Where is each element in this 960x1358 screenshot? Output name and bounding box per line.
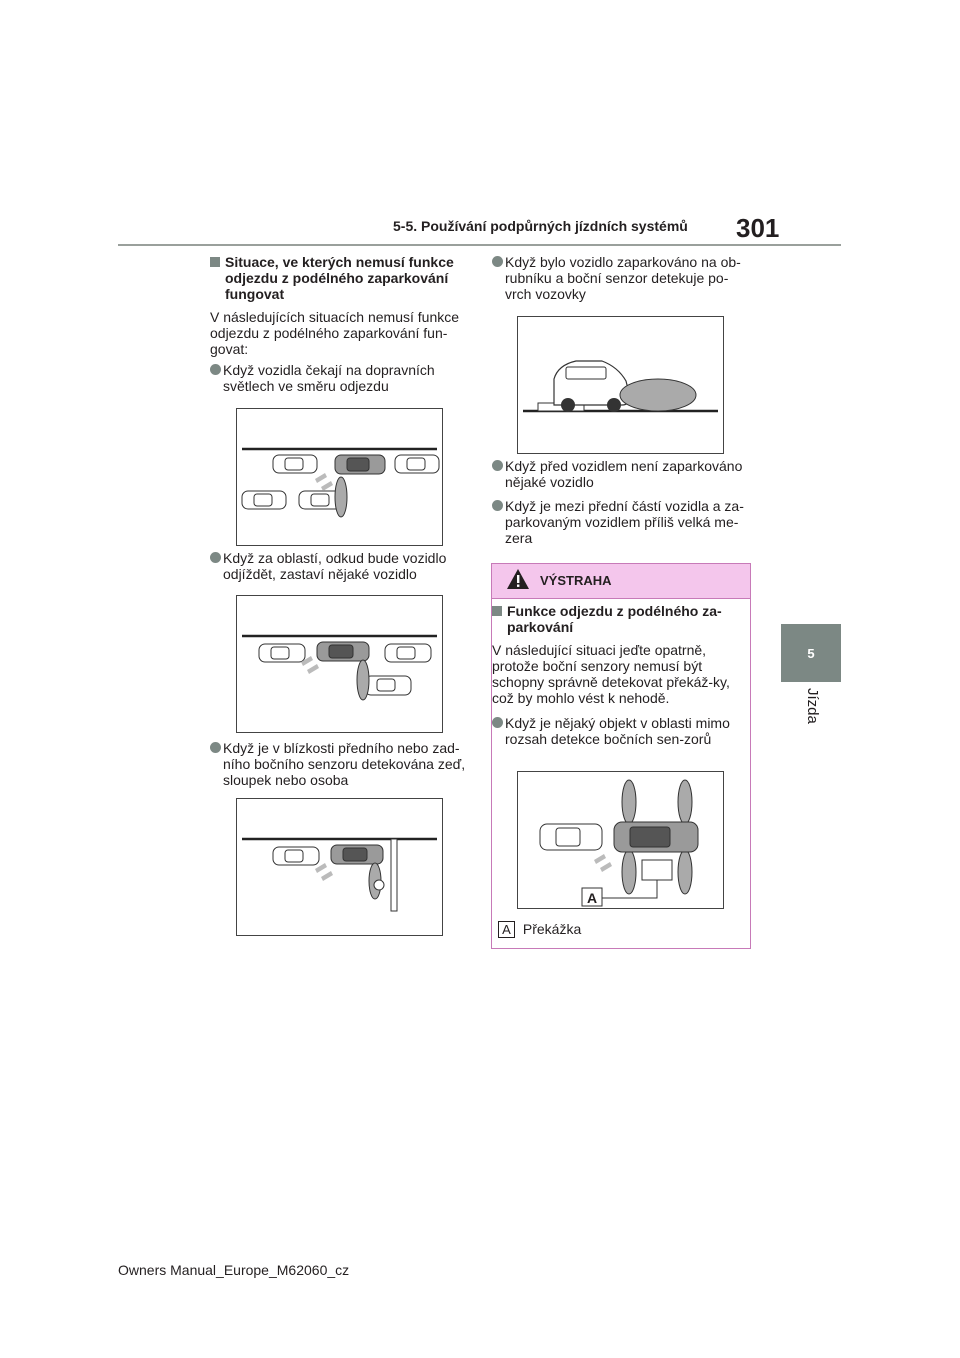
figure-obstacle xyxy=(517,771,724,909)
page-number: 301 xyxy=(736,213,780,243)
obstacle-marker-letter: A xyxy=(587,890,598,906)
figure-curb-parking xyxy=(517,316,724,454)
left-bullet-2: Když za oblastí, odkud bude vozidlo odjíždět, zastaví nějaké vozidlo xyxy=(210,550,460,582)
left-bullet-3: Když je v blízkosti předního nebo zad-ního bočního senzoru detekována zeď, sloupek nebo osoba xyxy=(210,740,472,788)
round-bullet-icon xyxy=(210,552,221,563)
warning-text: V následující situaci jeďte opatrně, protože boční senzory nemusí být schopny správně detekovat překáž-ky, což by mohlo vést k nehodě. xyxy=(492,642,730,706)
left-column xyxy=(210,254,472,357)
chapter-number: 5 xyxy=(807,645,815,661)
own-car-icon xyxy=(335,455,385,474)
legend-letter: A xyxy=(498,921,515,938)
legend xyxy=(498,921,581,938)
square-bullet-icon xyxy=(492,606,502,616)
round-bullet-icon xyxy=(492,460,503,471)
chapter-tab xyxy=(781,624,841,682)
warning-title: VÝSTRAHA xyxy=(540,573,612,588)
warning-header xyxy=(492,564,750,599)
warning-box xyxy=(491,563,751,949)
footer-text: Owners Manual_Europe_M62060_cz xyxy=(118,1262,350,1278)
right-bullet-2: Když před vozidlem není zaparkováno nějaké vozidlo xyxy=(492,458,754,490)
section-heading: Situace, ve kterých nemusí funkce odjezdu z podélného zaparkování fungovat xyxy=(210,254,472,302)
figure-vehicle-stopped-behind xyxy=(236,595,443,733)
figure-wall-post-person xyxy=(236,798,443,936)
intro-text: V následujících situacích nemusí funkce odjezdu z podélného zaparkování fun-govat: xyxy=(210,309,460,357)
chapter-label-wrap xyxy=(781,682,841,762)
header-divider xyxy=(118,244,841,246)
warning-bullet: Když je nějaký objekt v oblasti mimo rozsah detekce bočních sen-zorů xyxy=(492,715,742,747)
round-bullet-icon xyxy=(492,717,503,728)
round-bullet-icon xyxy=(492,256,503,267)
round-bullet-icon xyxy=(210,742,221,753)
warning-heading: Funkce odjezdu z podélného za-parkování xyxy=(492,603,742,635)
chapter-label: Jízda xyxy=(804,688,821,724)
warning-triangle-icon xyxy=(506,568,530,590)
warning-content xyxy=(492,603,742,747)
figure-traffic-lights xyxy=(236,408,443,546)
legend-text: Překážka xyxy=(522,921,582,937)
right-bullet-1: Když bylo vozidlo zaparkováno na ob-rubníku a boční senzor detekuje po-vrch vozovky xyxy=(492,254,754,302)
round-bullet-icon xyxy=(492,500,503,511)
right-bullet-3: Když je mezi přední částí vozidla a za-parkovaným vozidlem příliš velká me-zera xyxy=(492,498,754,546)
section-title: 5-5. Používání podpůrných jízdních systémů xyxy=(393,218,688,234)
square-bullet-icon xyxy=(210,257,220,267)
left-bullet-1: Když vozidla čekají na dopravních světlech ve směru odjezdu xyxy=(210,362,460,394)
round-bullet-icon xyxy=(210,364,221,375)
